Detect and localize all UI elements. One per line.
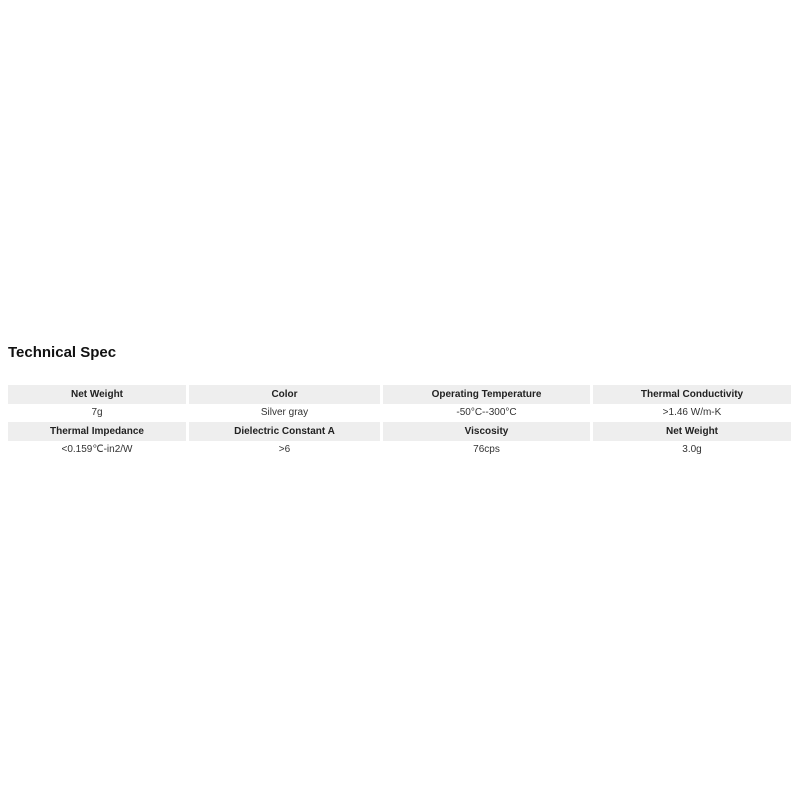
table-header-row [8, 422, 791, 441]
value-cell-dielectric-constant: >6 [278, 444, 291, 455]
value-cell-viscosity: 76cps [473, 444, 500, 455]
table-header-row [8, 385, 791, 404]
header-cell-viscosity: Viscosity [383, 422, 590, 441]
value-cell-net-weight: 7g [91, 407, 103, 418]
header-cell-dielectric-constant: Dielectric Constant A [189, 422, 380, 441]
header-cell-color: Color [189, 385, 380, 404]
value-cell-color: Silver gray [260, 407, 309, 418]
header-cell-operating-temperature: Operating Temperature [383, 385, 590, 404]
value-cell-thermal-impedance: <0.159℃-in2/W [61, 444, 133, 455]
header-cell-net-weight: Net Weight [8, 385, 186, 404]
header-cell-net-weight-2: Net Weight [593, 422, 791, 441]
value-cell-thermal-conductivity: >1.46 W/m-K [662, 407, 722, 418]
technical-spec-section [8, 343, 791, 459]
table-value-row [8, 404, 791, 422]
header-cell-thermal-conductivity: Thermal Conductivity [593, 385, 791, 404]
table-value-row [8, 441, 791, 459]
section-title: Technical Spec [8, 344, 117, 361]
header-cell-thermal-impedance: Thermal Impedance [8, 422, 186, 441]
spec-table [5, 385, 794, 459]
value-cell-net-weight-2: 3.0g [682, 444, 702, 455]
value-cell-operating-temperature: -50°C--300°C [456, 407, 517, 418]
